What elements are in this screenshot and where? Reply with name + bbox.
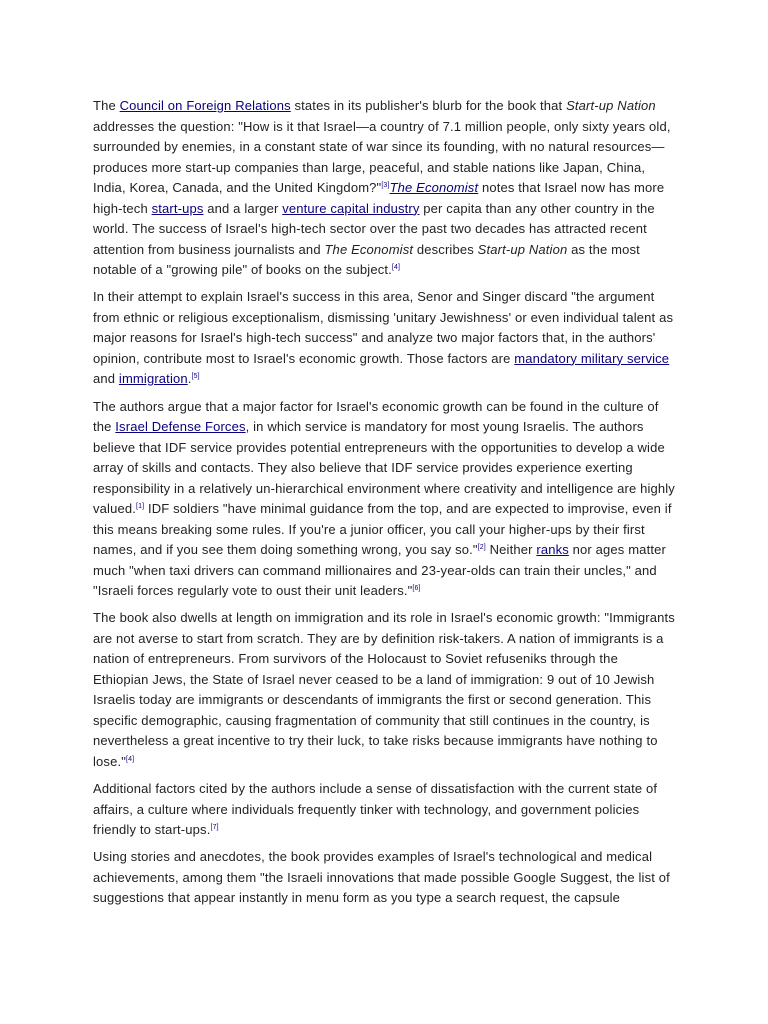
paragraph-text: . (187, 371, 192, 387)
italic-title: Start-up Nation (477, 241, 568, 257)
paragraph-text: The (93, 98, 120, 113)
citation-7[interactable]: [7] (210, 824, 219, 832)
paragraph-text: and a larger (203, 200, 283, 216)
citation-5[interactable]: [5] (191, 373, 200, 381)
paragraph-1 (93, 96, 677, 281)
link-council-on-foreign-relations[interactable]: Council on Foreign Relations (119, 98, 291, 113)
link-the-economist[interactable]: The Economist (389, 180, 479, 195)
link-mandatory-military-service[interactable]: mandatory military service (514, 350, 670, 366)
paragraph-5 (93, 779, 677, 841)
paragraph-text: Neither (485, 542, 537, 558)
citation-1[interactable]: [1] (135, 503, 145, 511)
paragraph-2 (93, 287, 677, 390)
italic-title: Start-up Nation (566, 98, 656, 113)
paragraph-text: nor ages matter much "when taxi drivers can command millionaires and 23-year-olds can train their uncles," and "Israeli forces regularly vote to oust their unit leaders." (93, 542, 666, 599)
paragraph-text: notes that Israel now has more high-tech (93, 180, 665, 216)
paragraph-text: Additional factors cited by the authors include a sense of dissatisfaction with the current state of affairs, a culture where individuals frequently tinker with technology, and government policies friendly to start-ups. (93, 781, 658, 838)
citation-4[interactable]: [4] (125, 755, 135, 763)
link-immigration[interactable]: immigration (118, 371, 188, 387)
paragraph-text: describes (413, 241, 478, 257)
article-body (93, 96, 677, 916)
paragraph-3 (93, 397, 677, 602)
paragraph-text: , in which service is mandatory for most young Israelis. The authors believe that IDF service provides potential entrepreneurs with the opportunities to develop a wide array of skills and contacts. They also believe that IDF service provides experience exerting responsibility in a relatively un-hierarchical environment where creativity and intelligence are highly valued. (93, 419, 675, 517)
citation-2[interactable]: [2] (477, 544, 486, 552)
paragraph-4 (93, 608, 677, 772)
link-israel-defense-forces[interactable]: Israel Defense Forces (115, 419, 246, 435)
paragraph-text: The book also dwells at length on immigration and its role in Israel's economic growth: "Immigrants are not averse to start from scratch. They are by definition risk-takers. A nation of immigrants is a nation of entrepreneurs. From survivors of the Holocaust to Soviet refuseniks through the Ethiopian Jews, the State of Israel never ceased to be a land of immigration: 9 out of 10 Jewish Israelis today are immigrants or descendants of immigrants the first or second generation. This specific demographic, causing fragmentation of community that still continues in the country, is nevertheless a great incentive to try their luck, to take risks because immigrants have nothing to lose." (93, 610, 675, 769)
link-start-ups[interactable]: start-ups (151, 200, 204, 216)
paragraph-text: as the most notable of a "growing pile" of books on the subject. (93, 241, 640, 277)
link-ranks[interactable]: ranks (536, 542, 569, 558)
paragraph-text: Using stories and anecdotes, the book provides examples of Israel's technological and medical achievements, among them "the Israeli innovations that made possible Google Suggest, the list of suggestions that appear instantly in menu form as you type a search request, the capsule (93, 849, 670, 906)
citation-3[interactable]: [3] (381, 182, 390, 189)
paragraph-text: The authors argue that a major factor for Israel's economic growth can be found in the culture of the (93, 398, 659, 435)
paragraph-text: per capita than any other country in the world. The success of Israel's high-tech sector over the past two decades has attracted recent attention from business journalists and (93, 200, 655, 257)
paragraph-text: and (93, 371, 119, 387)
citation-6[interactable]: [6] (412, 585, 421, 593)
paragraph-6 (93, 847, 677, 909)
paragraph-text: states in its publisher's blurb for the book that (290, 98, 567, 113)
paragraph-text: IDF soldiers "have minimal guidance from the top, and are expected to improvise, even if this means breaking some rules. If you're a junior officer, you call your higher-ups by their first names, and if you see them doing something wrong, you say so." (93, 501, 672, 558)
paragraph-text: addresses the question: "How is it that Israel—a country of 7.1 million people, only sixty years old, surrounded by enemies, in a constant state of war since its founding, with no natural resources—produces more start-up companies than large, peaceful, and stable nations like Japan, China, India, Korea, Canada, and the United Kingdom?" (93, 118, 671, 195)
paragraph-text: In their attempt to explain Israel's success in this area, Senor and Singer discard "the argument from ethnic or religious exceptionalism, dismissing 'unitary Jewishness' or even individual talent as major reasons for Israel's high-tech success" and analyze two major factors that, in the authors' opinion, contribute most to Israel's economic growth. Those factors are (93, 289, 674, 366)
italic-title: The Economist (324, 241, 414, 257)
citation-4[interactable]: [4] (391, 264, 401, 271)
link-venture-capital-industry[interactable]: venture capital industry (282, 200, 420, 216)
